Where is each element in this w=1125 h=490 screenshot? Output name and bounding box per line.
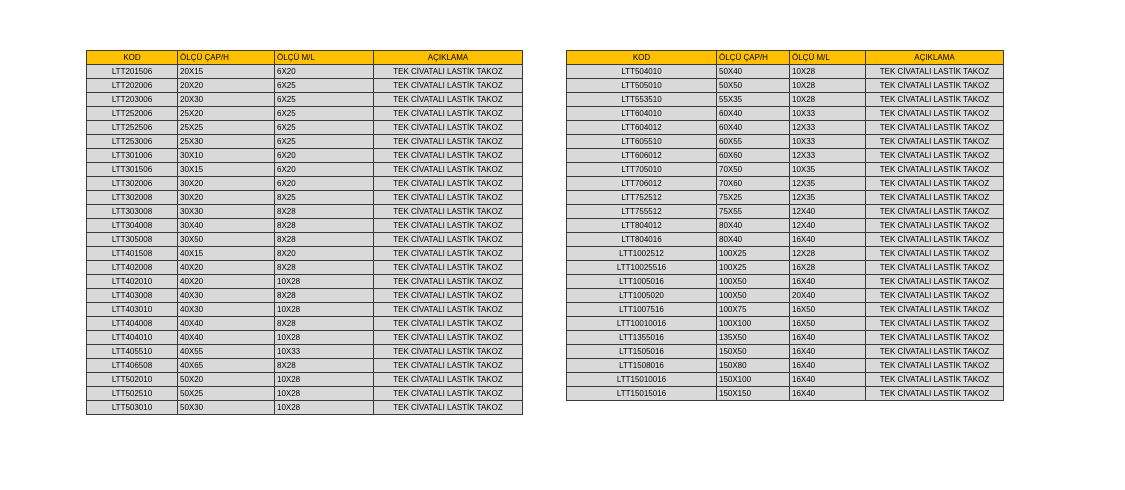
table-row [567,359,1004,373]
cell-aciklama: TEK CİVATALI LASTİK TAKOZ [374,135,523,149]
cell-olcu-cap-h: 150X100 [717,373,790,387]
cell-kod: LTT604010 [567,107,717,121]
table-row [87,233,523,247]
cell-kod: LTT1355016 [567,331,717,345]
cell-olcu-cap-h: 25X20 [178,107,275,121]
table-row [87,205,523,219]
cell-olcu-cap-h: 80X40 [717,219,790,233]
cell-olcu-m-l: 16X50 [790,303,866,317]
cell-olcu-cap-h: 100X100 [717,317,790,331]
cell-kod: LTT406508 [87,359,178,373]
cell-aciklama: TEK CİVATALI LASTİK TAKOZ [374,79,523,93]
cell-aciklama: TEK CİVATALI LASTİK TAKOZ [374,65,523,79]
cell-aciklama: TEK CİVATALI LASTİK TAKOZ [866,331,1004,345]
cell-olcu-m-l: 10X28 [275,401,374,415]
cell-aciklama: TEK CİVATALI LASTİK TAKOZ [866,177,1004,191]
header-olcu-m-l: ÖLÇÜ M/L [790,51,866,65]
table-row [567,247,1004,261]
cell-aciklama: TEK CİVATALI LASTİK TAKOZ [866,121,1004,135]
cell-aciklama: TEK CİVATALI LASTİK TAKOZ [866,317,1004,331]
cell-aciklama: TEK CİVATALI LASTİK TAKOZ [374,261,523,275]
cell-kod: LTT605510 [567,135,717,149]
table-row [87,177,523,191]
table-row [567,149,1004,163]
cell-aciklama: TEK CİVATALI LASTİK TAKOZ [866,289,1004,303]
cell-aciklama: TEK CİVATALI LASTİK TAKOZ [374,289,523,303]
cell-olcu-cap-h: 100X75 [717,303,790,317]
cell-olcu-cap-h: 100X25 [717,261,790,275]
cell-aciklama: TEK CİVATALI LASTİK TAKOZ [374,121,523,135]
cell-kod: LTT402008 [87,261,178,275]
cell-kod: LTT404010 [87,331,178,345]
cell-olcu-m-l: 10X33 [275,345,374,359]
cell-aciklama: TEK CİVATALI LASTİK TAKOZ [866,65,1004,79]
cell-kod: LTT303008 [87,205,178,219]
cell-olcu-cap-h: 40X30 [178,303,275,317]
cell-aciklama: TEK CİVATALI LASTİK TAKOZ [866,205,1004,219]
table-row [87,303,523,317]
cell-olcu-m-l: 8X28 [275,205,374,219]
table-row [87,345,523,359]
cell-olcu-cap-h: 80X40 [717,233,790,247]
cell-kod: LTT301006 [87,149,178,163]
cell-olcu-m-l: 6X20 [275,65,374,79]
cell-aciklama: TEK CİVATALI LASTİK TAKOZ [866,233,1004,247]
cell-olcu-m-l: 8X20 [275,247,374,261]
cell-olcu-m-l: 12X40 [790,219,866,233]
table-row [567,107,1004,121]
table-row [87,93,523,107]
cell-aciklama: TEK CİVATALI LASTİK TAKOZ [374,387,523,401]
cell-aciklama: TEK CİVATALI LASTİK TAKOZ [866,163,1004,177]
table-body [87,65,523,415]
cell-kod: LTT705010 [567,163,717,177]
cell-kod: LTT1005020 [567,289,717,303]
cell-kod: LTT404008 [87,317,178,331]
cell-olcu-m-l: 6X25 [275,135,374,149]
header-kod: KOD [87,51,178,65]
cell-kod: LTT1005016 [567,275,717,289]
table-row [567,65,1004,79]
cell-kod: LTT804016 [567,233,717,247]
cell-kod: LTT15010016 [567,373,717,387]
cell-aciklama: TEK CİVATALI LASTİK TAKOZ [374,177,523,191]
cell-aciklama: TEK CİVATALI LASTİK TAKOZ [374,359,523,373]
cell-olcu-m-l: 8X28 [275,219,374,233]
cell-aciklama: TEK CİVATALI LASTİK TAKOZ [866,261,1004,275]
cell-olcu-cap-h: 30X20 [178,177,275,191]
cell-olcu-cap-h: 135X50 [717,331,790,345]
cell-aciklama: TEK CİVATALI LASTİK TAKOZ [866,219,1004,233]
table-row [567,233,1004,247]
cell-olcu-cap-h: 20X20 [178,79,275,93]
cell-aciklama: TEK CİVATALI LASTİK TAKOZ [866,79,1004,93]
cell-aciklama: TEK CİVATALI LASTİK TAKOZ [866,149,1004,163]
table-row [87,261,523,275]
cell-olcu-cap-h: 40X30 [178,289,275,303]
cell-aciklama: TEK CİVATALI LASTİK TAKOZ [374,205,523,219]
table-row [567,219,1004,233]
cell-olcu-cap-h: 100X25 [717,247,790,261]
cell-olcu-m-l: 8X28 [275,359,374,373]
table-row [567,303,1004,317]
cell-aciklama: TEK CİVATALI LASTİK TAKOZ [374,401,523,415]
cell-aciklama: TEK CİVATALI LASTİK TAKOZ [374,303,523,317]
cell-aciklama: TEK CİVATALI LASTİK TAKOZ [866,345,1004,359]
cell-olcu-cap-h: 50X20 [178,373,275,387]
cell-kod: LTT201506 [87,65,178,79]
cell-kod: LTT502010 [87,373,178,387]
cell-kod: LTT302006 [87,177,178,191]
cell-olcu-m-l: 16X28 [790,261,866,275]
cell-kod: LTT301506 [87,163,178,177]
cell-kod: LTT253006 [87,135,178,149]
cell-olcu-m-l: 10X28 [275,331,374,345]
cell-olcu-m-l: 6X20 [275,149,374,163]
cell-kod: LTT1508016 [567,359,717,373]
cell-kod: LTT401508 [87,247,178,261]
cell-aciklama: TEK CİVATALI LASTİK TAKOZ [374,331,523,345]
cell-aciklama: TEK CİVATALI LASTİK TAKOZ [374,317,523,331]
cell-aciklama: TEK CİVATALI LASTİK TAKOZ [374,275,523,289]
cell-olcu-m-l: 16X40 [790,233,866,247]
table-row [567,289,1004,303]
cell-aciklama: TEK CİVATALI LASTİK TAKOZ [866,359,1004,373]
cell-olcu-m-l: 8X25 [275,191,374,205]
cell-kod: LTT1002512 [567,247,717,261]
cell-olcu-cap-h: 50X25 [178,387,275,401]
table-row [87,247,523,261]
table-row [567,275,1004,289]
table-row [567,373,1004,387]
cell-olcu-m-l: 20X40 [790,289,866,303]
table-row [87,289,523,303]
table-row [567,177,1004,191]
cell-kod: LTT403010 [87,303,178,317]
cell-olcu-cap-h: 25X25 [178,121,275,135]
cell-aciklama: TEK CİVATALI LASTİK TAKOZ [374,233,523,247]
cell-kod: LTT15015016 [567,387,717,401]
header-olcu-cap-h: ÖLÇÜ ÇAP/H [717,51,790,65]
cell-olcu-cap-h: 30X15 [178,163,275,177]
table-body [567,65,1004,401]
cell-aciklama: TEK CİVATALI LASTİK TAKOZ [866,191,1004,205]
cell-kod: LTT10010016 [567,317,717,331]
cell-olcu-m-l: 10X28 [275,275,374,289]
cell-olcu-cap-h: 150X80 [717,359,790,373]
cell-aciklama: TEK CİVATALI LASTİK TAKOZ [866,93,1004,107]
cell-olcu-m-l: 16X40 [790,387,866,401]
product-table-left [86,50,523,415]
table-row [567,345,1004,359]
header-aciklama: AÇIKLAMA [866,51,1004,65]
cell-olcu-cap-h: 30X50 [178,233,275,247]
table-row [567,93,1004,107]
cell-kod: LTT1007516 [567,303,717,317]
cell-olcu-m-l: 10X28 [790,79,866,93]
cell-olcu-cap-h: 40X40 [178,331,275,345]
table-row [567,135,1004,149]
cell-aciklama: TEK CİVATALI LASTİK TAKOZ [374,247,523,261]
cell-kod: LTT755512 [567,205,717,219]
header-olcu-cap-h: ÖLÇÜ ÇAP/H [178,51,275,65]
cell-olcu-m-l: 16X40 [790,275,866,289]
cell-aciklama: TEK CİVATALI LASTİK TAKOZ [374,149,523,163]
cell-kod: LTT1505016 [567,345,717,359]
table-row [567,317,1004,331]
cell-olcu-m-l: 16X40 [790,345,866,359]
cell-olcu-m-l: 10X35 [790,163,866,177]
header-kod: KOD [567,51,717,65]
table-row [87,401,523,415]
cell-kod: LTT553510 [567,93,717,107]
cell-aciklama: TEK CİVATALI LASTİK TAKOZ [866,373,1004,387]
cell-kod: LTT604012 [567,121,717,135]
cell-kod: LTT304008 [87,219,178,233]
cell-aciklama: TEK CİVATALI LASTİK TAKOZ [374,191,523,205]
cell-olcu-m-l: 12X35 [790,191,866,205]
cell-olcu-cap-h: 40X40 [178,317,275,331]
table-row [87,149,523,163]
cell-olcu-m-l: 10X33 [790,135,866,149]
cell-olcu-cap-h: 100X50 [717,275,790,289]
cell-olcu-m-l: 8X28 [275,261,374,275]
cell-aciklama: TEK CİVATALI LASTİK TAKOZ [374,373,523,387]
table-row [567,205,1004,219]
table-row [87,135,523,149]
table-row [87,107,523,121]
cell-olcu-m-l: 8X28 [275,289,374,303]
cell-olcu-m-l: 10X28 [275,387,374,401]
table-row [87,387,523,401]
cell-olcu-cap-h: 40X20 [178,261,275,275]
cell-olcu-cap-h: 60X60 [717,149,790,163]
cell-kod: LTT252506 [87,121,178,135]
cell-olcu-cap-h: 50X40 [717,65,790,79]
cell-olcu-cap-h: 40X15 [178,247,275,261]
cell-olcu-m-l: 6X25 [275,93,374,107]
table-row [567,121,1004,135]
header-row [87,51,523,65]
cell-olcu-cap-h: 25X30 [178,135,275,149]
cell-olcu-cap-h: 30X30 [178,205,275,219]
cell-olcu-m-l: 6X20 [275,177,374,191]
table-row [87,275,523,289]
cell-aciklama: TEK CİVATALI LASTİK TAKOZ [866,135,1004,149]
cell-aciklama: TEK CİVATALI LASTİK TAKOZ [866,247,1004,261]
cell-kod: LTT505010 [567,79,717,93]
cell-kod: LTT706012 [567,177,717,191]
cell-olcu-m-l: 10X33 [790,107,866,121]
cell-aciklama: TEK CİVATALI LASTİK TAKOZ [374,219,523,233]
table-row [567,387,1004,401]
cell-olcu-m-l: 16X40 [790,373,866,387]
table-row [87,79,523,93]
table-row [567,163,1004,177]
cell-olcu-m-l: 6X20 [275,163,374,177]
cell-olcu-m-l: 10X28 [275,373,374,387]
product-table-right [566,50,1004,401]
cell-olcu-m-l: 12X40 [790,205,866,219]
cell-olcu-cap-h: 50X50 [717,79,790,93]
table-row [567,79,1004,93]
cell-olcu-cap-h: 55X35 [717,93,790,107]
cell-olcu-cap-h: 70X60 [717,177,790,191]
cell-kod: LTT502510 [87,387,178,401]
table-row [87,317,523,331]
cell-olcu-m-l: 6X25 [275,79,374,93]
header-row [567,51,1004,65]
cell-olcu-cap-h: 50X30 [178,401,275,415]
cell-olcu-cap-h: 60X40 [717,107,790,121]
cell-olcu-cap-h: 60X40 [717,121,790,135]
cell-olcu-m-l: 10X28 [790,65,866,79]
cell-olcu-m-l: 8X28 [275,317,374,331]
cell-kod: LTT202006 [87,79,178,93]
table-row [87,219,523,233]
cell-kod: LTT804012 [567,219,717,233]
cell-kod: LTT752512 [567,191,717,205]
table-row [87,121,523,135]
cell-aciklama: TEK CİVATALI LASTİK TAKOZ [866,107,1004,121]
cell-kod: LTT10025516 [567,261,717,275]
cell-olcu-cap-h: 75X55 [717,205,790,219]
cell-olcu-m-l: 8X28 [275,233,374,247]
cell-kod: LTT606012 [567,149,717,163]
table-row [567,331,1004,345]
cell-olcu-cap-h: 40X20 [178,275,275,289]
cell-aciklama: TEK CİVATALI LASTİK TAKOZ [374,107,523,121]
cell-olcu-m-l: 12X33 [790,121,866,135]
cell-olcu-m-l: 6X25 [275,107,374,121]
cell-olcu-m-l: 12X28 [790,247,866,261]
cell-olcu-cap-h: 40X65 [178,359,275,373]
cell-aciklama: TEK CİVATALI LASTİK TAKOZ [374,93,523,107]
cell-kod: LTT203006 [87,93,178,107]
cell-kod: LTT403008 [87,289,178,303]
cell-kod: LTT504010 [567,65,717,79]
cell-aciklama: TEK CİVATALI LASTİK TAKOZ [374,163,523,177]
cell-olcu-cap-h: 60X55 [717,135,790,149]
cell-olcu-cap-h: 70X50 [717,163,790,177]
cell-olcu-cap-h: 150X50 [717,345,790,359]
cell-olcu-m-l: 16X40 [790,359,866,373]
cell-aciklama: TEK CİVATALI LASTİK TAKOZ [866,303,1004,317]
cell-olcu-cap-h: 20X15 [178,65,275,79]
cell-olcu-m-l: 16X40 [790,331,866,345]
cell-olcu-m-l: 12X35 [790,177,866,191]
cell-kod: LTT402010 [87,275,178,289]
cell-aciklama: TEK CİVATALI LASTİK TAKOZ [866,275,1004,289]
table-row [567,261,1004,275]
table-row [87,163,523,177]
cell-olcu-cap-h: 150X150 [717,387,790,401]
cell-kod: LTT503010 [87,401,178,415]
table-row [87,359,523,373]
table-row [87,191,523,205]
cell-aciklama: TEK CİVATALI LASTİK TAKOZ [866,387,1004,401]
cell-olcu-cap-h: 30X40 [178,219,275,233]
cell-olcu-m-l: 10X28 [790,93,866,107]
cell-kod: LTT252006 [87,107,178,121]
cell-olcu-m-l: 10X28 [275,303,374,317]
cell-olcu-m-l: 16X50 [790,317,866,331]
cell-olcu-cap-h: 20X30 [178,93,275,107]
table-row [87,65,523,79]
header-aciklama: AÇIKLAMA [374,51,523,65]
cell-olcu-m-l: 6X25 [275,121,374,135]
cell-aciklama: TEK CİVATALI LASTİK TAKOZ [374,345,523,359]
cell-olcu-cap-h: 75X25 [717,191,790,205]
cell-olcu-cap-h: 40X55 [178,345,275,359]
table-row [567,191,1004,205]
cell-kod: LTT405510 [87,345,178,359]
cell-olcu-cap-h: 100X50 [717,289,790,303]
cell-olcu-cap-h: 30X20 [178,191,275,205]
cell-kod: LTT305008 [87,233,178,247]
cell-olcu-cap-h: 30X10 [178,149,275,163]
cell-olcu-m-l: 12X33 [790,149,866,163]
table-row [87,373,523,387]
cell-kod: LTT302008 [87,191,178,205]
table-row [87,331,523,345]
header-olcu-m-l: ÖLÇÜ M/L [275,51,374,65]
